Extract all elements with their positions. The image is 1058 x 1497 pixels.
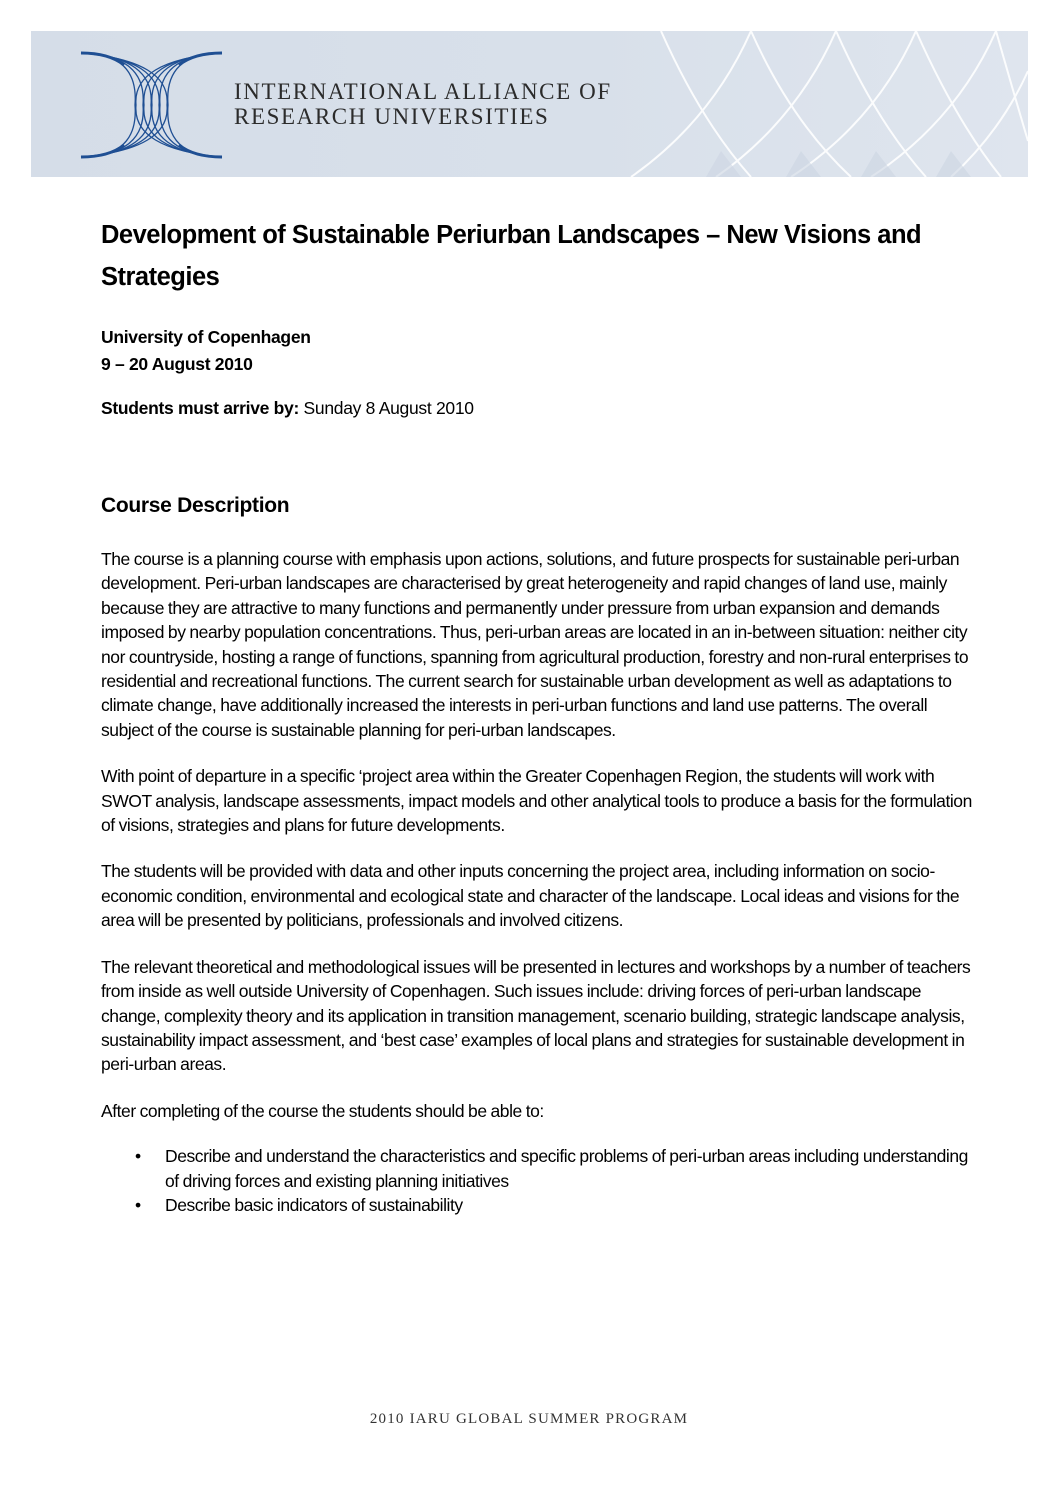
org-name-line-1: INTERNATIONAL ALLIANCE OF [234, 79, 612, 104]
course-dates: 9 – 20 August 2010 [101, 354, 253, 374]
course-meta [101, 324, 981, 378]
iaru-logo-icon [79, 45, 224, 165]
document-body [101, 214, 981, 1217]
bullet-icon: • [135, 1194, 141, 1215]
paragraph: The relevant theoretical and methodological issues will be presented in lectures and workshops by a number of teachers from inside as well outside University of Copenhagen. Such issues include: driving forces of peri-urban landscape change, complexity theory and its application in transition management, scenario building, strategic landscape analysis, sustainability impact assessment, and ‘best case’ examples of local plans and strategies for sustainable development in peri-urban areas. [101, 956, 971, 1075]
paragraph: With point of departure in a specific ‘project area within the Greater Copenhagen Region, the students will work with SWOT analysis, landscape assessments, impact models and other analytical tools to produce a basis for the formulation of visions, strategies and plans for future developments. [101, 766, 972, 836]
page-footer: 2010 IARU GLOBAL SUMMER PROGRAM [369, 1411, 689, 1427]
list-item-text: Describe and understand the characteristics and specific problems of peri-urban areas including understanding of driving forces and existing planning initiatives [165, 1146, 968, 1191]
paragraph: The course is a planning course with emphasis upon actions, solutions, and future prospects for sustainable peri-urban development. Peri-urban landscapes are characterised by great heterogeneity and rapid changes of land use, mainly because they are attractive to many functions and permanently under pressure from urban expansion and demands imposed by nearby population concentrations. Thus, peri-urban areas are located in an in-between situation: neither city nor countryside, hosting a range of functions, spanning from agricultural production, forestry and non-rural enterprises to residential and recreational functions. The current search for sustainable urban development as well as adaptations to climate change, have additionally increased the interests in peri-urban functions and land use patterns. The overall subject of the course is sustainable planning for peri-urban landscapes. [101, 549, 969, 740]
organization-name [234, 79, 612, 129]
arrival-label: Students must arrive by: [101, 398, 299, 418]
university-name: University of Copenhagen [101, 327, 311, 347]
org-name-line-2: RESEARCH UNIVERSITIES [234, 104, 550, 129]
arrival-date: Sunday 8 August 2010 [299, 398, 474, 418]
document-title: Development of Sustainable Periurban Landscapes – New Visions and Strategies [101, 221, 922, 291]
list-item-text: Describe basic indicators of sustainability [165, 1194, 463, 1215]
course-description-heading: Course Description [101, 494, 290, 517]
paragraph: The students will be provided with data and other inputs concerning the project area, including information on socio-economic condition, environmental and ecological state and character of the landscape. Local ideas and visions for the area will be presented by politicians, professionals and involved citizens. [101, 861, 960, 931]
list-item [101, 1193, 981, 1217]
banner-arc-pattern-icon [591, 31, 1028, 177]
header-banner [31, 31, 1028, 177]
arrival-info [101, 395, 981, 422]
bullet-icon: • [135, 1146, 141, 1167]
list-item [101, 1144, 981, 1193]
paragraph: After completing of the course the students should be able to: [101, 1100, 544, 1121]
learning-outcomes-list [101, 1144, 981, 1217]
